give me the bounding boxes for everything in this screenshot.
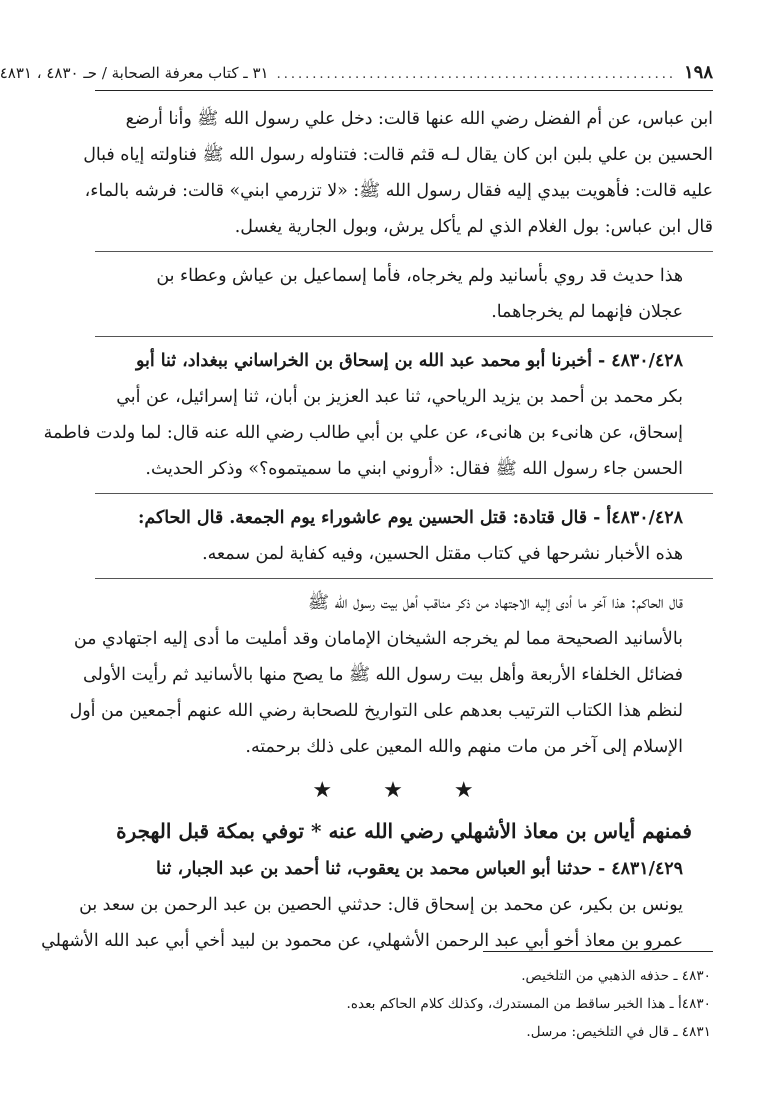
running-title: ٣١ ـ كتاب معرفة الصحابة / حـ ٤٨٣٠ ، ٤٨٣١ <box>0 64 269 82</box>
hadith-paragraph <box>41 851 713 963</box>
text-line: قال ابن عباس: بول الغلام الذي لم يأكل يرش، وبول الجارية يغسل. <box>234 217 713 237</box>
text-line: قال الحاكم: هذا آخر ما أدى إليه الاجتهاد من ذكر مناقب أهل بيت رسول الله ﷺ <box>308 593 683 613</box>
text-line: عمرو بن معاذ أخو أبي عبد الرحمن الأشهلي، عن محمود بن لبيد أخي أبي عبد الله الأشهلي <box>41 931 683 951</box>
footnote: ٤٨٣٠أ ـ هذا الخبر ساقط من المستدرك، وكذلك كلام الحاكم بعده. <box>346 996 711 1012</box>
hadith-paragraph <box>43 343 713 494</box>
paragraph <box>95 258 713 337</box>
text-line: عليه قالت: فأهويت بيدي إليه فقال رسول الله ﷺ: «لا تزرمي ابني» قالت: فرشه بالماء، <box>84 181 713 201</box>
header-leader-dots: ........................................................ <box>276 67 676 82</box>
text-line: بكر محمد بن أحمد بن يزيد الرياحي، ثنا عبد العزيز بن أبان، ثنا إسرائيل، عن أبي <box>116 387 683 407</box>
text-line: هذه الأخبار نشرحها في كتاب مقتل الحسين، وفيه كفاية لمن سمعه. <box>202 544 683 564</box>
text-line: ابن عباس، عن أم الفضل رضي الله عنها قالت: دخل علي رسول الله ﷺ وأنا أرضع <box>125 109 713 129</box>
text-line: يونس بن بكير، عن محمد بن إسحاق قال: حدثني الحصين بن عبد الرحمن بن سعد بن <box>79 895 683 915</box>
text-line: لنظم هذا الكتاب الترتيب بعدهم على التواريخ للصحابة رضي الله عنهم أجمعين من أول <box>69 701 683 721</box>
footnotes <box>291 962 711 1046</box>
text-line: إسحاق، عن هانىء بن هانىء، عن علي بن أبي طالب رضي الله عنه قال: لما ولدت فاطمة <box>43 423 683 443</box>
hadith-paragraph <box>95 500 713 579</box>
footnote-separator <box>483 951 713 952</box>
text-line: الإسلام إلى آخر من مات منهم والله المعين على ذلك برحمته. <box>245 737 683 757</box>
footnote: ٤٨٣١ ـ قال في التلخيص: مرسل. <box>526 1024 711 1040</box>
text-line: الحسن جاء رسول الله ﷺ فقال: «أروني ابني ما سميتموه؟» وذكر الحديث. <box>145 459 683 479</box>
text-line: بالأسانيد الصحيحة مما لم يخرجه الشيخان الإمامان وقد أمليت ما أدى إليه اجتهادي من <box>73 629 683 649</box>
paragraph <box>83 101 713 252</box>
chapter-title: فمنهم أياس بن معاذ الأشهلي رضي الله عنه * توفي بمكة قبل الهجرة <box>116 819 692 843</box>
page-number: ١٩٨ <box>683 62 713 83</box>
text-line: ٤٨٣٠/٤٢٨ - أخبرنا أبو محمد عبد الله بن إسحاق بن الخراساني ببغداد، ثنا أبو <box>136 351 683 371</box>
paragraph <box>69 585 713 769</box>
footnote: ٤٨٣٠ ـ حذفه الذهبي من التلخيص. <box>521 968 711 984</box>
page-body <box>0 60 713 963</box>
text-line: الحسين بن علي بلبن ابن كان يقال لـه قثم قالت: فتناوله رسول الله ﷺ فناولته إياه فبال <box>83 145 713 165</box>
running-header <box>0 60 713 91</box>
text-line: فضائل الخلفاء الأربعة وأهل بيت رسول الله ﷺ ما يصح منها بالأسانيد ثم رأيت الأولى <box>82 665 683 685</box>
main-text <box>41 101 713 963</box>
section-divider-stars: ★ ★ ★ <box>312 778 496 803</box>
text-line: هذا حديث قد روي بأسانيد ولم يخرجاه، فأما إسماعيل بن عياش وعطاء بن <box>156 266 683 286</box>
text-line: عجلان فإنهما لم يخرجاهما. <box>491 302 683 322</box>
text-line: ٤٨٣٠/٤٢٨أ - قال قتادة: قتل الحسين يوم عاشوراء يوم الجمعة. قال الحاكم: <box>137 508 683 528</box>
text-line: ٤٨٣١/٤٢٩ - حدثنا أبو العباس محمد بن يعقوب، ثنا أحمد بن عبد الجبار، ثنا <box>156 859 683 879</box>
